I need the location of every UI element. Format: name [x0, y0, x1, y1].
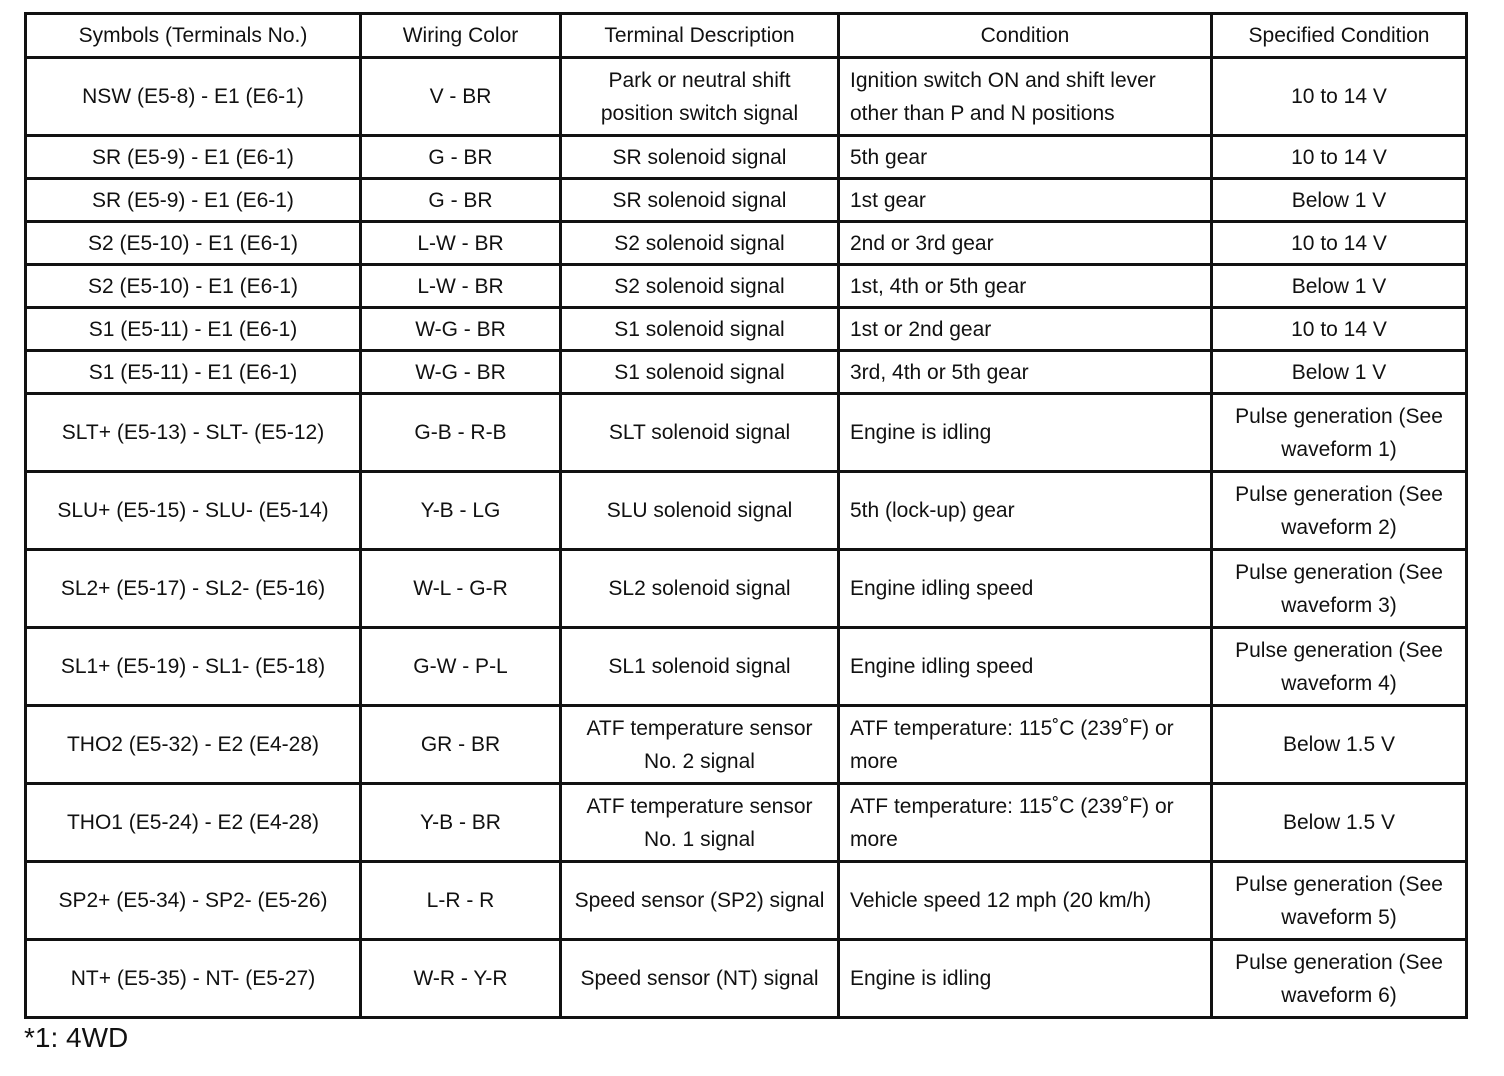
- table-row: [26, 706, 1467, 784]
- cell-wiring-color: Y-B - BR: [361, 784, 561, 862]
- cell-symbols: SL1+ (E5-19) - SL1- (E5-18): [26, 628, 361, 706]
- cell-symbols: S1 (E5-11) - E1 (E6-1): [26, 308, 361, 351]
- cell-wiring-color: GR - BR: [361, 706, 561, 784]
- cell-description: SR solenoid signal: [561, 179, 839, 222]
- cell-condition: Engine is idling: [839, 940, 1212, 1018]
- cell-specified: 10 to 14 V: [1212, 222, 1467, 265]
- header-condition: Condition: [839, 14, 1212, 58]
- cell-description: S1 solenoid signal: [561, 308, 839, 351]
- cell-wiring-color: W-G - BR: [361, 351, 561, 394]
- cell-description: SL1 solenoid signal: [561, 628, 839, 706]
- cell-specified: Pulse generation (See waveform 1): [1212, 394, 1467, 472]
- cell-condition: 1st, 4th or 5th gear: [839, 265, 1212, 308]
- terminal-spec-table: [24, 12, 1468, 1019]
- cell-specified: Below 1 V: [1212, 351, 1467, 394]
- cell-symbols: NT+ (E5-35) - NT- (E5-27): [26, 940, 361, 1018]
- cell-wiring-color: G - BR: [361, 136, 561, 179]
- table-row: [26, 222, 1467, 265]
- cell-condition: Ignition switch ON and shift lever other than P and N positions: [839, 58, 1212, 136]
- cell-specified: Below 1 V: [1212, 265, 1467, 308]
- cell-condition: Engine idling speed: [839, 550, 1212, 628]
- table-row: [26, 550, 1467, 628]
- cell-symbols: NSW (E5-8) - E1 (E6-1): [26, 58, 361, 136]
- table-row: [26, 136, 1467, 179]
- header-terminal-description: Terminal Description: [561, 14, 839, 58]
- cell-condition: 3rd, 4th or 5th gear: [839, 351, 1212, 394]
- table-row: [26, 862, 1467, 940]
- cell-description: SLU solenoid signal: [561, 472, 839, 550]
- table-row: [26, 784, 1467, 862]
- cell-specified: Pulse generation (See waveform 5): [1212, 862, 1467, 940]
- footnote: *1: 4WD: [24, 1022, 129, 1053]
- cell-condition: Engine idling speed: [839, 628, 1212, 706]
- table-row: [26, 394, 1467, 472]
- cell-description: ATF temperature sensor No. 2 signal: [561, 706, 839, 784]
- cell-symbols: THO2 (E5-32) - E2 (E4-28): [26, 706, 361, 784]
- cell-wiring-color: Y-B - LG: [361, 472, 561, 550]
- header-row: [26, 14, 1467, 58]
- cell-description: Speed sensor (SP2) signal: [561, 862, 839, 940]
- cell-description: S2 solenoid signal: [561, 222, 839, 265]
- cell-wiring-color: L-R - R: [361, 862, 561, 940]
- cell-wiring-color: G-W - P-L: [361, 628, 561, 706]
- cell-wiring-color: V - BR: [361, 58, 561, 136]
- cell-wiring-color: L-W - BR: [361, 265, 561, 308]
- cell-symbols: SL2+ (E5-17) - SL2- (E5-16): [26, 550, 361, 628]
- cell-wiring-color: L-W - BR: [361, 222, 561, 265]
- cell-specified: Pulse generation (See waveform 4): [1212, 628, 1467, 706]
- cell-condition: 2nd or 3rd gear: [839, 222, 1212, 265]
- cell-wiring-color: W-G - BR: [361, 308, 561, 351]
- cell-specified: Below 1.5 V: [1212, 706, 1467, 784]
- cell-description: S2 solenoid signal: [561, 265, 839, 308]
- cell-condition: ATF temperature: 115˚C (239˚F) or more: [839, 784, 1212, 862]
- cell-wiring-color: G-B - R-B: [361, 394, 561, 472]
- cell-specified: Pulse generation (See waveform 6): [1212, 940, 1467, 1018]
- cell-description: S1 solenoid signal: [561, 351, 839, 394]
- cell-condition: 5th gear: [839, 136, 1212, 179]
- cell-condition: 1st or 2nd gear: [839, 308, 1212, 351]
- cell-specified: 10 to 14 V: [1212, 58, 1467, 136]
- cell-specified: Below 1 V: [1212, 179, 1467, 222]
- cell-symbols: S1 (E5-11) - E1 (E6-1): [26, 351, 361, 394]
- cell-symbols: SR (E5-9) - E1 (E6-1): [26, 179, 361, 222]
- table-row: [26, 628, 1467, 706]
- cell-description: Speed sensor (NT) signal: [561, 940, 839, 1018]
- header-wiring-color: Wiring Color: [361, 14, 561, 58]
- cell-condition: Engine is idling: [839, 394, 1212, 472]
- table-row: [26, 58, 1467, 136]
- table-row: [26, 308, 1467, 351]
- cell-symbols: SP2+ (E5-34) - SP2- (E5-26): [26, 862, 361, 940]
- table-row: [26, 179, 1467, 222]
- header-specified-condition: Specified Condition: [1212, 14, 1467, 58]
- cell-symbols: SR (E5-9) - E1 (E6-1): [26, 136, 361, 179]
- cell-specified: 10 to 14 V: [1212, 136, 1467, 179]
- cell-specified: Below 1.5 V: [1212, 784, 1467, 862]
- cell-description: SR solenoid signal: [561, 136, 839, 179]
- cell-description: SLT solenoid signal: [561, 394, 839, 472]
- cell-description: ATF temperature sensor No. 1 signal: [561, 784, 839, 862]
- header-symbols: Symbols (Terminals No.): [26, 14, 361, 58]
- cell-symbols: S2 (E5-10) - E1 (E6-1): [26, 265, 361, 308]
- cell-specified: Pulse generation (See waveform 2): [1212, 472, 1467, 550]
- cell-symbols: S2 (E5-10) - E1 (E6-1): [26, 222, 361, 265]
- cell-description: Park or neutral shift position switch signal: [561, 58, 839, 136]
- cell-specified: Pulse generation (See waveform 3): [1212, 550, 1467, 628]
- cell-symbols: SLT+ (E5-13) - SLT- (E5-12): [26, 394, 361, 472]
- table-row: [26, 472, 1467, 550]
- cell-condition: 5th (lock-up) gear: [839, 472, 1212, 550]
- cell-wiring-color: W-L - G-R: [361, 550, 561, 628]
- table-row: [26, 265, 1467, 308]
- cell-symbols: SLU+ (E5-15) - SLU- (E5-14): [26, 472, 361, 550]
- cell-symbols: THO1 (E5-24) - E2 (E4-28): [26, 784, 361, 862]
- cell-wiring-color: W-R - Y-R: [361, 940, 561, 1018]
- cell-condition: 1st gear: [839, 179, 1212, 222]
- cell-wiring-color: G - BR: [361, 179, 561, 222]
- table-row: [26, 351, 1467, 394]
- cell-description: SL2 solenoid signal: [561, 550, 839, 628]
- cell-specified: 10 to 14 V: [1212, 308, 1467, 351]
- table-row: [26, 940, 1467, 1018]
- cell-condition: Vehicle speed 12 mph (20 km/h): [839, 862, 1212, 940]
- cell-condition: ATF temperature: 115˚C (239˚F) or more: [839, 706, 1212, 784]
